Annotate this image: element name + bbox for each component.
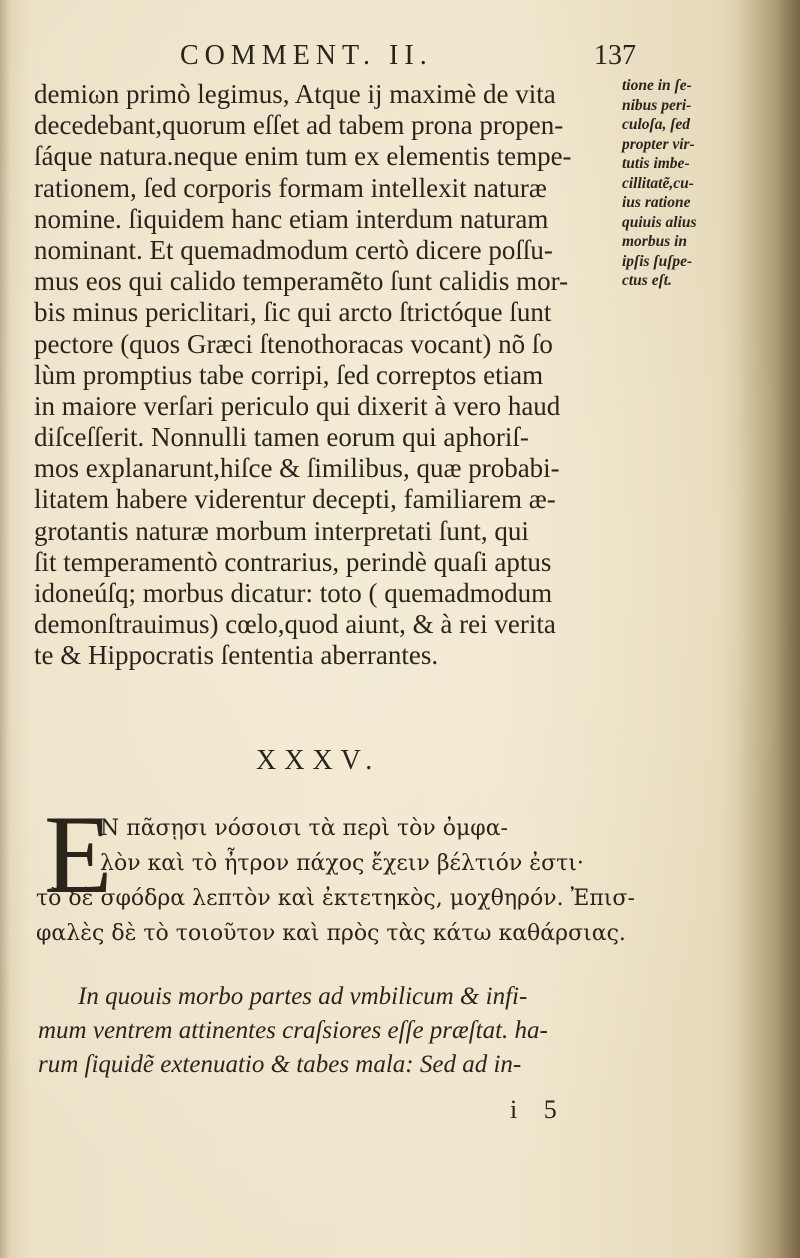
text-line: lùm promptius tabe corripi, ſed correptos etiam: [34, 359, 544, 390]
text-line: ſit temperamentò contrarius, perindè quaſi aptus: [34, 546, 552, 577]
margin-line: morbus in: [622, 233, 688, 250]
section-heading: XXXV.: [256, 745, 381, 776]
latin-translation: [38, 980, 638, 1082]
text-line: mos explanarunt,hiſce & ſimilibus, quæ probabi-: [34, 453, 560, 484]
text-line: nominant. Et quemadmodum certò dicere poſſu-: [34, 234, 553, 265]
text-line: nomine. ſiquidem hanc etiam interdum naturam: [34, 203, 549, 234]
margin-line: ius ratione: [622, 194, 691, 211]
margin-line: ipſis ſuſpe-: [622, 252, 693, 270]
greek-line: λὸν καὶ τὸ ἦτρον πάχος ἔχειν βέλτιόν ἐστι·: [100, 851, 584, 876]
margin-line: nibus peri-: [622, 96, 692, 114]
greek-line: τὸ δὲ σφόδρα λεπτὸν καὶ ἐκτετηκὸς, μοχθηρόν. Ἐπισ-: [36, 886, 635, 911]
latin-line: rum ſiquidẽ extenuatio & tabes mala: Sed ad in-: [38, 1051, 522, 1078]
margin-line: culoſa, ſed: [622, 116, 691, 133]
text-line: diſceſſerit. Nonnulli tamen eorum qui aphoriſ-: [34, 422, 529, 453]
marginal-note: [622, 76, 738, 291]
running-head: COMMENT. II.: [180, 40, 433, 71]
binding-gutter-shadow: [740, 0, 800, 1258]
greek-line: Ν πᾶσῃσι νόσοισι τὰ περὶ τὸν ὀμφα-: [100, 816, 508, 841]
text-line: te & Hippocratis ſententia aberrantes.: [34, 640, 439, 671]
latin-line: mum ventrem attinentes craſsiores eſſe præſtat. ha-: [38, 1017, 548, 1044]
margin-line: cillitatẽ,cu-: [622, 174, 694, 192]
text-line: ſáque natura.neque enim tum ex elementis tempe-: [34, 141, 572, 172]
margin-line: tutis imbe-: [622, 155, 690, 172]
text-line: grotantis naturæ morbum interpretati ſunt, qui: [34, 515, 529, 546]
text-line: demiωn primò legimus, Atque ij maximè de vita: [34, 79, 556, 109]
greek-line: φαλὲς δὲ τὸ τοιοῦτον καὶ πρὸς τὰς κάτω καθάρσιας.: [36, 921, 626, 946]
margin-line: tione in ſe-: [622, 77, 692, 94]
text-line: mus eos qui calido temperamẽto ſunt calidis mor-: [34, 266, 569, 297]
latin-line: In quouis morbo partes ad vmbilicum & infi-: [78, 983, 528, 1010]
text-line: rationem, ſed corporis formam intellexit naturæ: [34, 172, 547, 203]
commentary-text: [34, 79, 624, 672]
signature-mark: i 5: [510, 1095, 567, 1124]
drop-cap: E: [44, 793, 113, 917]
margin-line: ctus eſt.: [622, 272, 672, 289]
text-line: in maiore verſari periculo qui dixerit à vero haud: [34, 390, 561, 421]
margin-line: propter vir-: [622, 135, 695, 153]
page-number: 137: [594, 40, 636, 71]
text-line: demonſtrauimus) cœlo,quod aiunt, & à rei verita: [34, 609, 556, 640]
page-left-edge: [0, 0, 10, 1258]
text-line: idoneúſq; morbus dicatur: toto ( quemadmodum: [34, 578, 553, 608]
greek-aphorism: [36, 793, 636, 951]
text-line: bis minus periclitari, ſic qui arcto ſtrictóque ſunt: [34, 297, 552, 328]
text-line: pectore (quos Græci ſtenothoracas vocant) nõ ſo: [34, 328, 553, 359]
text-line: litatem habere viderentur decepti, familiarem æ-: [34, 484, 556, 515]
margin-line: quiuis alius: [622, 213, 697, 231]
text-line: decedebant,quorum eſſet ad tabem prona propen-: [34, 110, 564, 141]
